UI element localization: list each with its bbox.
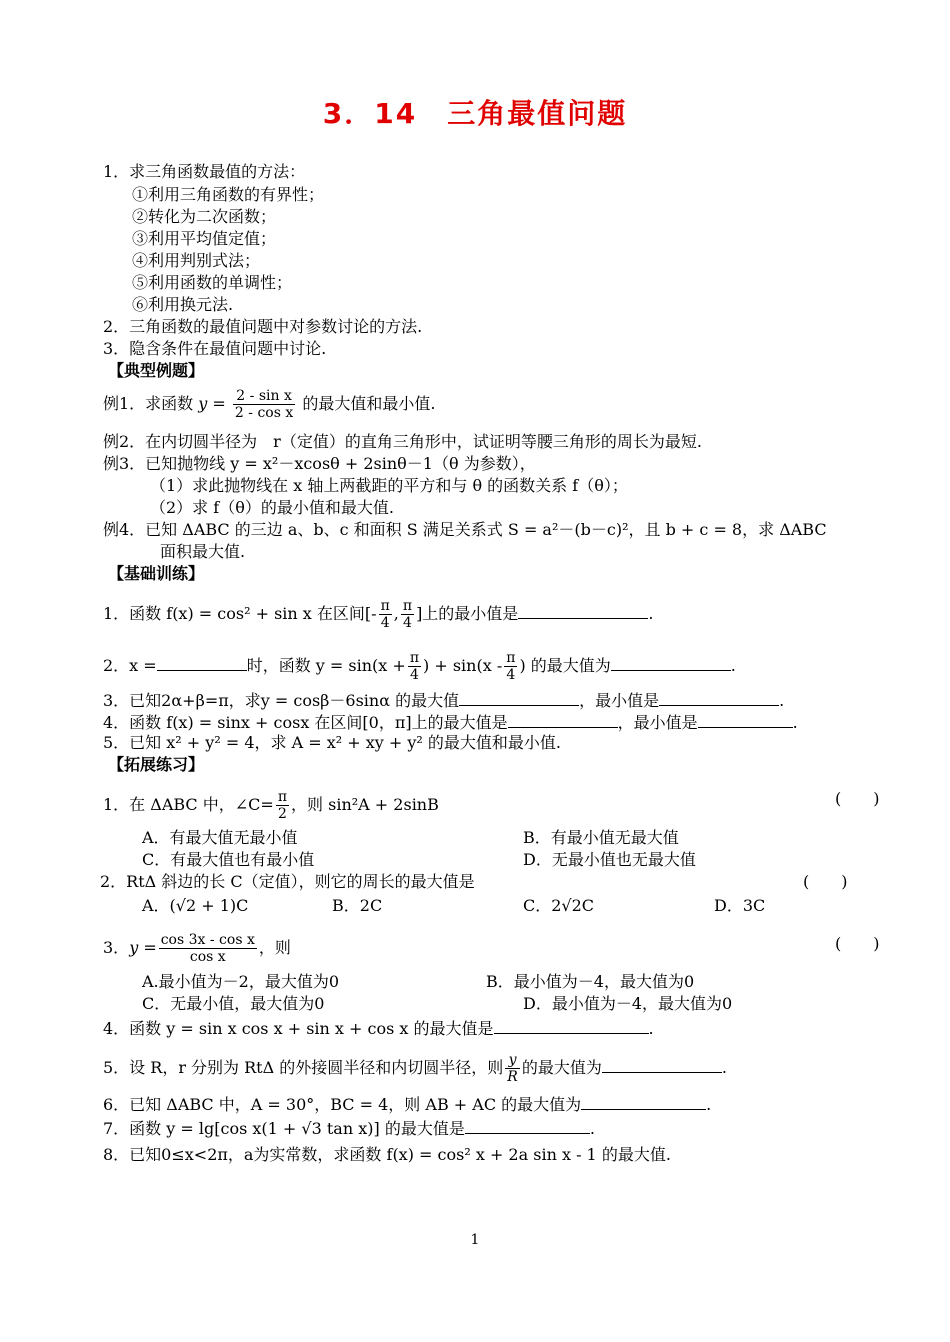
answer-blank[interactable] — [698, 711, 793, 728]
answer-blank[interactable] — [465, 1117, 590, 1134]
fraction: $\frac{\text{2 - sin x}}{\text{2 - cos x}}$ — [234, 388, 294, 421]
example-3-line-3: （2）求 f（θ）的最小值和最大值. — [150, 498, 394, 517]
answer-blank[interactable] — [459, 689, 579, 706]
option-d[interactable]: D．3C — [714, 896, 766, 915]
section-heading-extended: 【拓展练习】 — [108, 755, 205, 774]
option-c[interactable]: C．无最小值，最大值为0 — [142, 994, 325, 1013]
example-4-line-1: 例4．已知 ΔABC 的三边 a、b、c 和面积 S 满足关系式 S = a²－(b－c)²，且 b + c = 8，求 ΔABC — [103, 520, 827, 539]
example-1: 例1．求函数 y = $\frac{\text{2 - sin x}}{\text{2 - cos x}}$ 的最大值和最小值. — [103, 388, 436, 421]
option-c[interactable]: C．2√2C — [523, 896, 595, 915]
option-b[interactable]: B．有最小值无最大值 — [523, 828, 679, 847]
ext-3: 3．y = $\frac{\text{cos 3x - cos x}}{\text{cos x}}$ ，则 — [103, 932, 291, 965]
option-a[interactable]: A．(√2 + 1)C — [142, 896, 249, 915]
option-b[interactable]: B．2C — [332, 896, 383, 915]
ext-8: 8．已知0≤x<2π，a为实常数，求函数 f(x) = cos² x + 2a sin x - 1 的最大值. — [103, 1145, 671, 1164]
page-title: 3．14 三角最值问题 — [322, 97, 628, 130]
example-3-line-2: （1）求此抛物线在 x 轴上两截距的平方和与 θ 的函数关系 f（θ）； — [150, 476, 628, 495]
ext-4: 4．函数 y = sin x cos x + sin x + cos x 的最大值是 . — [103, 1019, 654, 1038]
method-3: ③利用平均值定值； — [132, 229, 277, 248]
example-2: 例2．在内切圆半径为 r（定值）的直角三角形中，试证明等腰三角形的周长为最短. — [103, 432, 702, 451]
option-a[interactable]: A．有最大值无最小值 — [142, 828, 298, 847]
method-4: ④利用判别式法； — [132, 251, 261, 270]
intro-item-2: 2．三角函数的最值问题中对参数讨论的方法. — [103, 317, 423, 336]
option-d[interactable]: D．无最小值也无最大值 — [523, 850, 696, 869]
ext-5: 5．设 R，r 分别为 RtΔ 的外接圆半径和内切圆半径，则 $\frac{y}{R}$ 的最大值为 . — [103, 1052, 727, 1085]
basic-5: 5．已知 x² + y² = 4，求 A = x² + xy + y² 的最大值和最小值. — [103, 733, 561, 752]
option-c[interactable]: C．有最大值也有最小值 — [142, 850, 315, 869]
ext-2: 2．RtΔ 斜边的长 C（定值），则它的周长的最大值是 — [100, 872, 475, 891]
answer-paren[interactable]: ( ) — [835, 934, 880, 953]
option-b[interactable]: B．最小值为－4，最大值为0 — [486, 972, 695, 991]
basic-3: 3．已知2α+β=π，求y = cosβ－6sinα 的最大值 ，最小值是 . — [103, 691, 785, 710]
answer-paren[interactable]: ( ) — [835, 789, 880, 808]
answer-blank[interactable] — [602, 1056, 722, 1073]
intro-item-3: 3．隐含条件在最值问题中讨论. — [103, 339, 327, 358]
intro-item-1: 1．求三角函数最值的方法： — [103, 162, 306, 181]
answer-blank[interactable] — [581, 1093, 706, 1110]
option-a[interactable]: A.最小值为－2，最大值为0 — [142, 972, 340, 991]
example-4-line-2: 面积最大值. — [160, 542, 246, 561]
answer-blank[interactable] — [518, 602, 648, 619]
basic-2: 2．x = 时，函数 y = sin(x + $\frac{\pi}{4}$ ) + sin(x - $\frac{\pi}{4}$ ) 的最大值为 . — [103, 650, 736, 683]
answer-blank[interactable] — [508, 711, 618, 728]
page-number: 1 — [470, 1232, 480, 1248]
ext-6: 6．已知 ΔABC 中，A = 30°，BC = 4，则 AB + AC 的最大值为 . — [103, 1095, 712, 1114]
method-6: ⑥利用换元法. — [132, 295, 234, 314]
basic-1: 1．函数 f(x) = cos² + sin x 在区间[- $\frac{\pi}{4}$ , $\frac{\pi}{4}$ ]上的最小值是 . — [103, 598, 654, 631]
example-3-line-1: 例3．已知抛物线 y = x²－xcosθ + 2sinθ－1（θ 为参数）， — [103, 454, 536, 473]
basic-4: 4．函数 f(x) = sinx + cosx 在区间[0，π]上的最大值是 ，最小值是 . — [103, 713, 798, 732]
answer-blank[interactable] — [611, 654, 731, 671]
answer-paren[interactable]: ( ) — [803, 872, 848, 891]
option-d[interactable]: D．最小值为－4，最大值为0 — [523, 994, 733, 1013]
section-heading-basic: 【基础训练】 — [108, 564, 205, 583]
answer-blank[interactable] — [157, 654, 247, 671]
ext-1: 1．在 ΔABC 中，∠C= $\frac{\pi}{2}$ ，则 sin²A + 2sinB — [103, 789, 439, 822]
method-5: ⑤利用函数的单调性； — [132, 273, 293, 292]
section-heading-examples: 【典型例题】 — [108, 361, 205, 380]
method-2: ②转化为二次函数； — [132, 207, 277, 226]
ext-7: 7．函数 y = lg[cos x(1 + √3 tan x)] 的最大值是 . — [103, 1119, 595, 1138]
answer-blank[interactable] — [659, 689, 779, 706]
method-1: ①利用三角函数的有界性； — [132, 185, 325, 204]
answer-blank[interactable] — [494, 1017, 649, 1034]
